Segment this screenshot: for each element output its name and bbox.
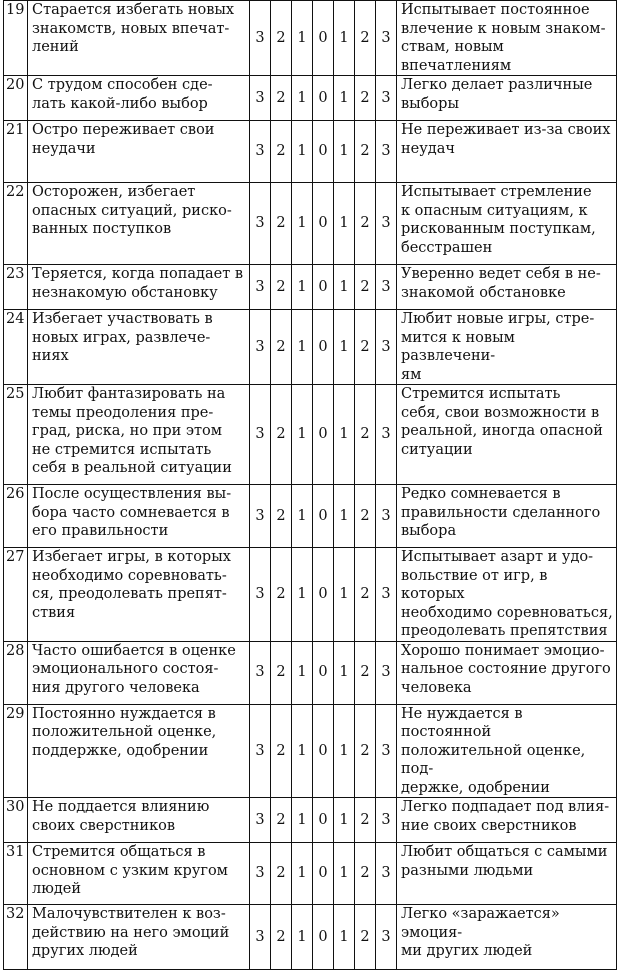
item-number: 27: [4, 548, 28, 642]
right-descriptor: [397, 641, 617, 704]
score-option[interactable]: 1: [292, 1, 313, 76]
score-option[interactable]: 2: [355, 548, 376, 642]
item-number: 31: [4, 843, 28, 905]
left-descriptor: [28, 385, 250, 485]
table-row: [4, 843, 617, 905]
score-option[interactable]: 0: [313, 183, 334, 265]
right-descriptor: [397, 798, 617, 843]
score-option[interactable]: 2: [271, 843, 292, 905]
score-option[interactable]: 3: [376, 265, 397, 310]
left-descriptor-text: После осуществления вы- бора часто сомневается в его правильности: [32, 486, 232, 539]
score-option[interactable]: 1: [292, 548, 313, 642]
right-descriptor-text: Легко «заражается» эмоция- ми других людей: [401, 906, 560, 959]
right-descriptor-text: Испытывает азарт и удо- вольствие от игр, в которых необходимо соревноваться, преодолевать препятствия: [401, 549, 613, 639]
score-option[interactable]: 3: [376, 310, 397, 385]
score-option[interactable]: 2: [355, 265, 376, 310]
score-option[interactable]: 3: [376, 1, 397, 76]
left-descriptor-text: Избегает участвовать в новых играх, развлече- ниях: [32, 311, 213, 364]
score-option[interactable]: 1: [292, 905, 313, 970]
score-option[interactable]: 2: [355, 1, 376, 76]
table-row: [4, 548, 617, 642]
table-row: [4, 704, 617, 798]
right-descriptor: [397, 704, 617, 798]
score-option[interactable]: 0: [313, 385, 334, 485]
score-option[interactable]: 2: [271, 485, 292, 548]
left-descriptor: [28, 265, 250, 310]
score-option[interactable]: 1: [334, 548, 355, 642]
left-descriptor-text: Часто ошибается в оценке эмоционального состоя- ния другого человека: [32, 642, 236, 696]
right-descriptor: [397, 385, 617, 485]
item-number: 30: [4, 798, 28, 843]
score-option[interactable]: 2: [355, 485, 376, 548]
table-row: [4, 76, 617, 121]
score-option[interactable]: 3: [250, 704, 271, 798]
score-option[interactable]: 1: [292, 798, 313, 843]
score-option[interactable]: 3: [250, 641, 271, 704]
item-number: 26: [4, 485, 28, 548]
score-option[interactable]: 2: [355, 843, 376, 905]
score-option[interactable]: 2: [271, 265, 292, 310]
score-option[interactable]: 1: [292, 704, 313, 798]
left-descriptor: [28, 76, 250, 121]
score-option[interactable]: 2: [355, 76, 376, 121]
left-descriptor-text: Избегает игры, в которых необходимо соревновать- ся, преодолевать препят- ствия: [32, 549, 231, 621]
score-option[interactable]: 2: [355, 641, 376, 704]
score-option[interactable]: 0: [313, 1, 334, 76]
score-option[interactable]: 3: [250, 485, 271, 548]
right-descriptor-text: Легко подпадает под влия- ние своих сверстников: [401, 799, 610, 834]
score-option[interactable]: 0: [313, 485, 334, 548]
right-descriptor-text: Не нуждается в постоянной положительной оценке, под- держке, одобрении: [401, 705, 586, 796]
score-option[interactable]: 3: [250, 1, 271, 76]
score-option[interactable]: 2: [271, 385, 292, 485]
left-descriptor-text: Постоянно нуждается в положительной оценке, поддержке, одобрении: [32, 705, 217, 759]
score-option[interactable]: 1: [292, 310, 313, 385]
right-descriptor: [397, 1, 617, 76]
item-number: 32: [4, 905, 28, 970]
left-descriptor: [28, 641, 250, 704]
left-descriptor: [28, 310, 250, 385]
item-number: 20: [4, 76, 28, 121]
score-option[interactable]: 0: [313, 265, 334, 310]
score-option[interactable]: 2: [271, 183, 292, 265]
right-descriptor-text: Легко делает различные выборы: [401, 77, 593, 112]
score-option[interactable]: 2: [271, 798, 292, 843]
score-option[interactable]: 1: [334, 905, 355, 970]
table-row: [4, 121, 617, 183]
score-option[interactable]: 2: [271, 548, 292, 642]
left-descriptor: [28, 798, 250, 843]
right-descriptor-text: Уверенно ведет себя в не- знакомой обстановке: [401, 266, 601, 301]
item-number: 29: [4, 704, 28, 798]
left-descriptor-text: Любит фантазировать на темы преодоления пре- град, риска, но при этом не стремится испытать себя в реальной ситуации: [32, 386, 232, 476]
score-option[interactable]: 3: [376, 798, 397, 843]
table-row: [4, 1, 617, 76]
right-descriptor: [397, 183, 617, 265]
left-descriptor: [28, 121, 250, 183]
score-option[interactable]: 3: [250, 843, 271, 905]
score-option[interactable]: 0: [313, 548, 334, 642]
score-option[interactable]: 1: [334, 485, 355, 548]
right-descriptor-text: Редко сомневается в правильности сделанного выбора: [401, 486, 601, 539]
left-descriptor-text: Старается избегать новых знакомств, новых впечат- лений: [32, 2, 235, 55]
score-option[interactable]: 2: [355, 121, 376, 183]
right-descriptor-text: Стремится испытать себя, свои возможности в реальной, иногда опасной ситуации: [401, 386, 603, 458]
score-option[interactable]: 1: [334, 121, 355, 183]
score-option[interactable]: 2: [271, 310, 292, 385]
score-option[interactable]: 1: [292, 843, 313, 905]
score-option[interactable]: 1: [292, 183, 313, 265]
left-descriptor: [28, 1, 250, 76]
score-option[interactable]: 2: [355, 704, 376, 798]
score-option[interactable]: 3: [250, 385, 271, 485]
score-option[interactable]: 2: [271, 76, 292, 121]
score-option[interactable]: 1: [334, 1, 355, 76]
table-row: [4, 905, 617, 970]
table-row: [4, 485, 617, 548]
score-option[interactable]: 3: [376, 183, 397, 265]
right-descriptor: [397, 310, 617, 385]
score-option[interactable]: 2: [355, 798, 376, 843]
score-option[interactable]: 1: [334, 183, 355, 265]
left-descriptor: [28, 704, 250, 798]
item-number: 28: [4, 641, 28, 704]
score-option[interactable]: 3: [250, 121, 271, 183]
left-descriptor-text: Малочувствителен к воз- действию на него эмоций других людей: [32, 906, 230, 959]
score-option[interactable]: 2: [355, 183, 376, 265]
left-descriptor-text: Не поддается влиянию своих сверстников: [32, 799, 210, 834]
score-option[interactable]: 2: [271, 704, 292, 798]
item-number: 23: [4, 265, 28, 310]
score-option[interactable]: 2: [271, 121, 292, 183]
score-option[interactable]: 3: [376, 76, 397, 121]
score-option[interactable]: 0: [313, 704, 334, 798]
score-option[interactable]: 3: [376, 704, 397, 798]
left-descriptor: [28, 548, 250, 642]
right-descriptor: [397, 843, 617, 905]
score-option[interactable]: 0: [313, 798, 334, 843]
score-option[interactable]: 2: [271, 905, 292, 970]
score-option[interactable]: 3: [376, 905, 397, 970]
left-descriptor: [28, 485, 250, 548]
score-option[interactable]: 3: [250, 265, 271, 310]
right-descriptor-text: Любит новые игры, стре- мится к новым развлечени- ям: [401, 311, 595, 383]
score-option[interactable]: 2: [355, 905, 376, 970]
table-row: [4, 310, 617, 385]
right-descriptor-text: Испытывает постоянное влечение к новым знаком- ствам, новым впечатлениям: [401, 2, 606, 74]
item-number: 19: [4, 1, 28, 76]
score-option[interactable]: 1: [334, 385, 355, 485]
score-option[interactable]: 0: [313, 641, 334, 704]
score-option[interactable]: 3: [376, 641, 397, 704]
score-option[interactable]: 1: [292, 485, 313, 548]
score-option[interactable]: 1: [292, 121, 313, 183]
right-descriptor: [397, 905, 617, 970]
item-number: 21: [4, 121, 28, 183]
item-number: 25: [4, 385, 28, 485]
score-option[interactable]: 1: [334, 641, 355, 704]
score-option[interactable]: 3: [250, 310, 271, 385]
score-option[interactable]: 3: [376, 121, 397, 183]
score-option[interactable]: 2: [271, 1, 292, 76]
left-descriptor-text: Теряется, когда попадает в незнакомую обстановку: [32, 266, 243, 301]
score-option[interactable]: 3: [376, 843, 397, 905]
score-option[interactable]: 1: [292, 265, 313, 310]
table-row: [4, 385, 617, 485]
right-descriptor-text: Хорошо понимает эмоцио- нальное состояние другого человека: [401, 642, 611, 696]
score-option[interactable]: 0: [313, 843, 334, 905]
score-option[interactable]: 2: [355, 310, 376, 385]
item-number: 22: [4, 183, 28, 265]
left-descriptor-text: Стремится общаться в основном с узким кругом людей: [32, 844, 228, 897]
right-descriptor: [397, 265, 617, 310]
score-option[interactable]: 3: [250, 905, 271, 970]
score-option[interactable]: 2: [271, 641, 292, 704]
table-row: [4, 798, 617, 843]
left-descriptor-text: Остро переживает свои неудачи: [32, 122, 215, 157]
score-option[interactable]: 3: [250, 76, 271, 121]
score-option[interactable]: 1: [334, 843, 355, 905]
score-option[interactable]: 1: [334, 798, 355, 843]
score-option[interactable]: 0: [313, 76, 334, 121]
questionnaire-sheet: [3, 0, 617, 970]
left-descriptor: [28, 905, 250, 970]
score-option[interactable]: 0: [313, 905, 334, 970]
score-option[interactable]: 3: [250, 183, 271, 265]
right-descriptor-text: Любит общаться с самыми разными людьми: [401, 844, 608, 879]
right-descriptor: [397, 485, 617, 548]
table-row: [4, 641, 617, 704]
score-option[interactable]: 3: [250, 798, 271, 843]
right-descriptor-text: Не переживает из-за своих неудач: [401, 122, 611, 157]
score-option[interactable]: 2: [355, 385, 376, 485]
left-descriptor: [28, 183, 250, 265]
right-descriptor: [397, 121, 617, 183]
score-option[interactable]: 1: [334, 704, 355, 798]
score-option[interactable]: 0: [313, 121, 334, 183]
left-descriptor-text: Осторожен, избегает опасных ситуаций, риско- ванных поступков: [32, 184, 232, 237]
score-option[interactable]: 1: [292, 76, 313, 121]
score-option[interactable]: 1: [334, 265, 355, 310]
score-option[interactable]: 1: [334, 310, 355, 385]
score-option[interactable]: 0: [313, 310, 334, 385]
score-option[interactable]: 3: [376, 548, 397, 642]
right-descriptor-text: Испытывает стремление к опасным ситуациям, к рискованным поступкам, бесстрашен: [401, 184, 596, 256]
left-descriptor-text: С трудом способен сде- лать какой-либо выбор: [32, 77, 213, 112]
right-descriptor: [397, 76, 617, 121]
score-option[interactable]: 1: [334, 76, 355, 121]
score-option[interactable]: 1: [292, 641, 313, 704]
right-descriptor: [397, 548, 617, 642]
left-descriptor: [28, 843, 250, 905]
table-row: [4, 265, 617, 310]
item-number: 24: [4, 310, 28, 385]
table-row: [4, 183, 617, 265]
score-option[interactable]: 3: [376, 485, 397, 548]
score-option[interactable]: 3: [250, 548, 271, 642]
questionnaire-table: [3, 0, 617, 970]
score-option[interactable]: 3: [376, 385, 397, 485]
score-option[interactable]: 1: [292, 385, 313, 485]
